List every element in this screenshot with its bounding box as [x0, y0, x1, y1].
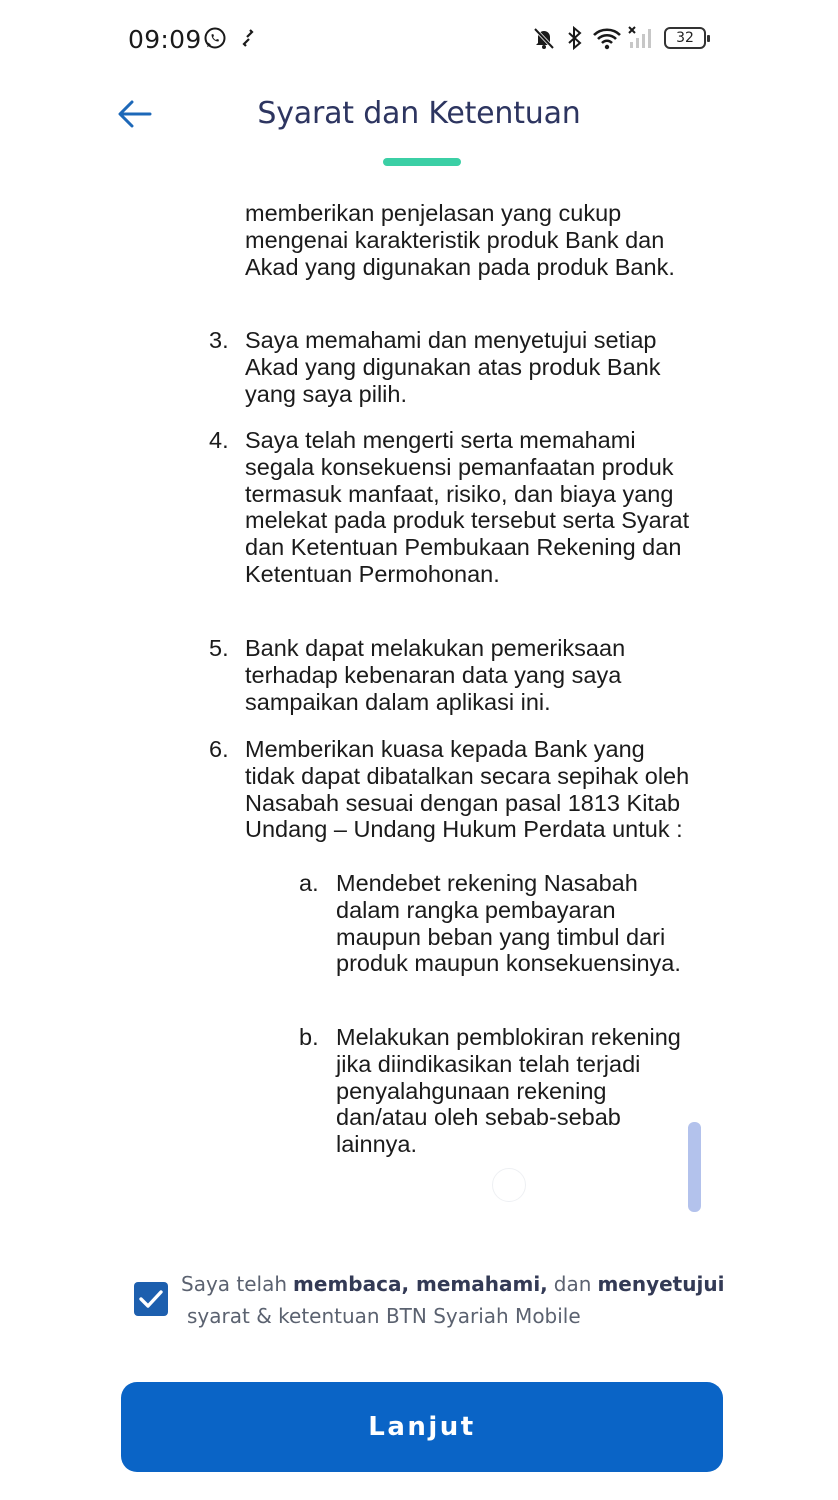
- subterm-item-a: Mendebet rekening Nasabah dalam rangka pembayaran maupun beban yang timbul dari produk maupun konsekuensinya.: [336, 870, 681, 977]
- sync-icon: [240, 26, 256, 50]
- term-item-4: Saya telah mengerti serta memahami segala konsekuensi pemanfaatan produk termasuk manfaat, risiko, dan biaya yang melekat pada produk tersebut serta Syarat dan Ketentuan Pembukaan Rekening dan Ketentuan Permohonan.: [245, 427, 690, 587]
- term-number: 5.: [209, 635, 229, 661]
- term-item-6: Memberikan kuasa kepada Bank yang tidak dapat dibatalkan secara sepihak oleh Nasabah sesuai dengan pasal 1813 Kitab Undang – Undang Hukum Perdata untuk :: [245, 736, 690, 843]
- consent-text: [181, 1268, 726, 1332]
- subterm-letter: a.: [299, 870, 319, 896]
- scrollbar-thumb[interactable]: [688, 1122, 701, 1212]
- agree-checkbox[interactable]: [134, 1282, 168, 1316]
- scroll-indicator-ghost: [492, 1168, 526, 1202]
- consent-bold-agree: menyetujui: [597, 1272, 725, 1296]
- battery-icon: [664, 27, 706, 49]
- whatsapp-icon: [203, 26, 227, 50]
- no-signal-icon: [626, 26, 658, 50]
- term-item-3: Saya memahami dan menyetujui setiap Akad yang digunakan atas produk Bank yang saya pilih.: [245, 327, 661, 407]
- wifi-icon: [592, 26, 622, 50]
- terms-scroll-area[interactable]: [0, 186, 838, 1236]
- consent-bold-read-understood: membaca, memahami,: [293, 1272, 548, 1296]
- consent-text-part: Saya telah: [181, 1272, 288, 1296]
- term-number: 3.: [209, 327, 229, 353]
- term-number: 4.: [209, 427, 229, 453]
- term-number: 6.: [209, 736, 229, 762]
- subterm-letter: b.: [299, 1024, 319, 1050]
- consent-text-part: dan: [553, 1272, 592, 1296]
- notifications-off-icon: [532, 26, 556, 50]
- page-title: Syarat dan Ketentuan: [257, 96, 581, 131]
- consent-text-part: syarat & ketentuan BTN Syariah Mobile: [187, 1304, 581, 1328]
- battery-level: 32: [676, 30, 694, 46]
- bluetooth-icon: [566, 26, 584, 50]
- subterm-item-b: Melakukan pemblokiran rekening jika diindikasikan telah terjadi penyalahgunaan rekening dan/atau oleh sebab-sebab lainnya.: [336, 1024, 681, 1158]
- term-item-5: Bank dapat melakukan pemeriksaan terhadap kebenaran data yang saya sampaikan dalam aplikasi ini.: [245, 635, 626, 715]
- checkmark-icon: [134, 1282, 168, 1316]
- term-item-2-continuation: memberikan penjelasan yang cukup mengenai karakteristik produk Bank dan Akad yang digunakan pada produk Bank.: [245, 200, 675, 280]
- continue-button[interactable]: Lanjut: [121, 1382, 723, 1472]
- title-underline: [383, 158, 461, 166]
- status-time: 09:09: [128, 25, 202, 54]
- status-bar: [0, 0, 838, 78]
